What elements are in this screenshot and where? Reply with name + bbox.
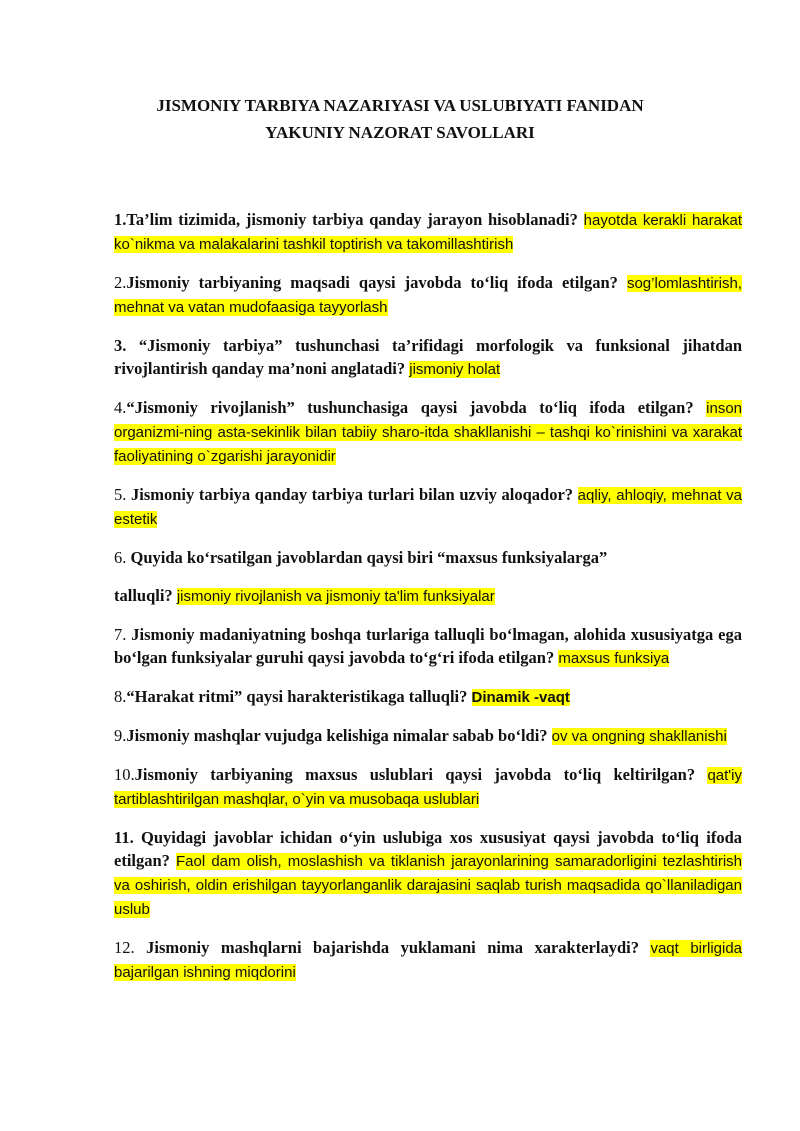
- answer-highlight: jismoniy rivojlanish va jismoniy ta'lim funksiyalar: [176, 588, 495, 605]
- question-number: 2.: [114, 273, 127, 292]
- question-text: Jismoniy tarbiyaning maxsus uslublari qaysi javobda to‘liq keltirilgan?: [134, 765, 696, 784]
- answer-highlight: aqliy, ahloqiy, mehnat va estetik: [114, 487, 742, 528]
- question-3: [114, 334, 742, 381]
- question-number: 7.: [114, 625, 127, 644]
- question-text: Quyida ko‘rsatilgan javoblardan qaysi biri “maxsus funksiyalarga”: [130, 548, 608, 567]
- answer-highlight: hayotda kerakli harakat ko`nikma va malakalarini tashkil toptirish va takomillashtirish: [114, 212, 743, 253]
- answer-highlight: Faol dam olish, moslashish va tiklanish jarayonlarining samaradorligini tezlashtirish va oshirish, oldin erishilgan tayyorlanganlik darajasini saqlab turish maqsadida qo`llaniladigan uslub: [114, 853, 742, 918]
- document-title: [100, 92, 700, 146]
- question-number: 3.: [114, 336, 127, 355]
- question-5: [114, 483, 742, 531]
- question-list: [114, 208, 742, 999]
- question-10: [114, 763, 742, 811]
- question-number: 8.: [114, 687, 127, 706]
- question-text: Jismoniy mashqlarni bajarishda yuklamani nima xarakterlaydi?: [146, 938, 639, 957]
- question-12: [114, 936, 742, 984]
- question-text: “Jismoniy rivojlanish” tushunchasiga qaysi javobda to‘liq ifoda etilgan?: [126, 398, 694, 417]
- question-number: 11.: [114, 828, 134, 847]
- question-text: Ta’lim tizimida, jismoniy tarbiya qanday jarayon hisoblanadi?: [126, 210, 578, 229]
- question-text: Quyidagi javoblar ichidan o‘yin uslubiga xos xususiyat qaysi javobda to‘liq ifoda etilgan?: [114, 828, 742, 870]
- question-8: [114, 685, 742, 709]
- question-9: [114, 724, 742, 748]
- question-6-continuation: [114, 584, 742, 608]
- answer-highlight: Dinamik -vaqt: [471, 689, 570, 706]
- answer-highlight: sog’lomlashtirish, mehnat va vatan mudofaasiga tayyorlash: [114, 275, 743, 316]
- title-line-2: YAKUNIY NAZORAT SAVOLLARI: [265, 123, 535, 142]
- question-text: “Jismoniy tarbiya” tushunchasi ta’rifidagi morfologik va funksional jihatdan rivojlantirish qanday ma’noni anglatadi?: [114, 336, 742, 378]
- answer-highlight: jismoniy holat: [409, 361, 501, 378]
- answer-highlight: vaqt birligida bajarilgan ishning miqdorini: [114, 940, 743, 981]
- answer-highlight: ov va ongning shakllanishi: [551, 728, 727, 745]
- question-number: 5.: [114, 485, 127, 504]
- question-number: 4.: [114, 398, 127, 417]
- answer-highlight: maxsus funksiya: [558, 650, 670, 667]
- question-4: [114, 396, 742, 468]
- question-6: [114, 546, 742, 569]
- question-text: talluqli?: [114, 586, 173, 605]
- question-1: [114, 208, 742, 256]
- question-number: 9.: [114, 726, 127, 745]
- question-text: Jismoniy tarbiyaning maqsadi qaysi javobda to‘liq ifoda etilgan?: [126, 273, 618, 292]
- title-line-1: JISMONIY TARBIYA NAZARIYASI VA USLUBIYATI FANIDAN: [156, 96, 644, 115]
- question-number: 1.: [114, 210, 127, 229]
- question-7: [114, 623, 742, 670]
- question-11: [114, 826, 742, 921]
- question-number: 6.: [114, 548, 127, 567]
- question-text: “Harakat ritmi” qaysi harakteristikaga talluqli?: [126, 687, 468, 706]
- answer-highlight: qat'iy tartiblashtirilgan mashqlar, o`yin va musobaqa uslublari: [114, 767, 743, 808]
- question-number: 10.: [114, 765, 135, 784]
- question-text: Jismoniy mashqlar vujudga kelishiga nimalar sabab bo‘ldi?: [126, 726, 548, 745]
- question-text: Jismoniy madaniyatning boshqa turlariga talluqli bo‘lmagan, alohida xususiyatga ega bo‘lgan funksiyalar guruhi qaysi javobda to‘g‘ri ifoda etilgan?: [114, 625, 743, 667]
- question-text: Jismoniy tarbiya qanday tarbiya turlari bilan uzviy aloqador?: [130, 485, 574, 504]
- question-2: [114, 271, 742, 319]
- question-number: 12.: [114, 938, 135, 957]
- answer-highlight: inson organizmi-ning asta-sekinlik bilan tabiiy sharo-itda shakllanishi – tashqi ko`rinishini va xarakat faoliyatining o`zgarishi jarayonidir: [114, 400, 742, 465]
